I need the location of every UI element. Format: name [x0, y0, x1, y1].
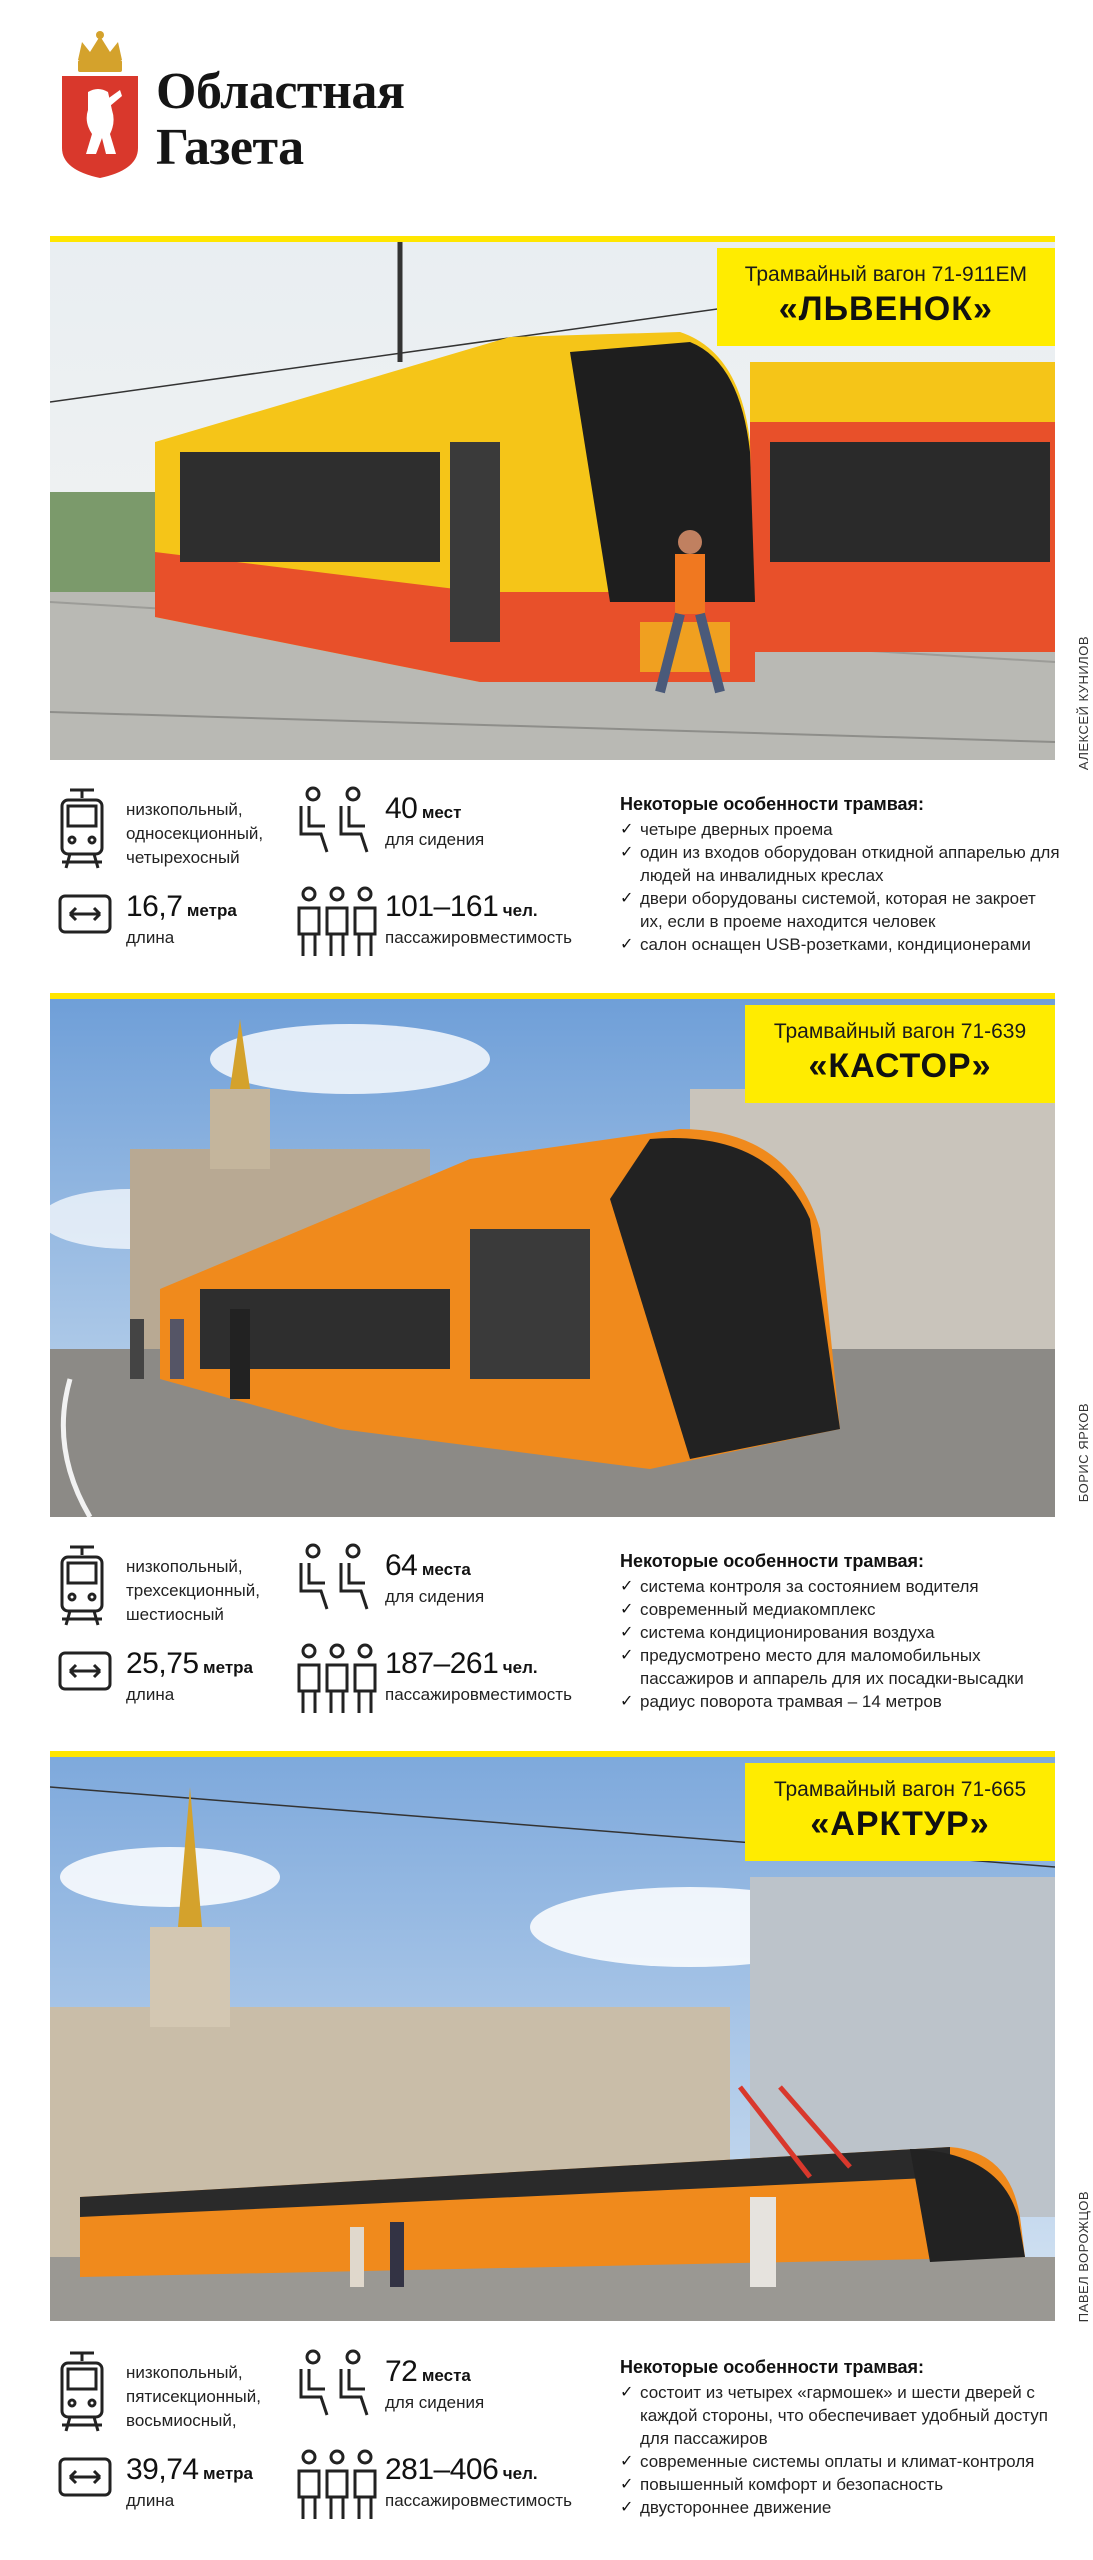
seats-label: для сидения	[385, 1587, 485, 1606]
type-line: пятисекционный,	[126, 2387, 261, 2406]
feature-item: ✓ салон оснащен USB-розетками, кондиционерами	[620, 933, 1060, 956]
features-block	[620, 792, 1060, 956]
feature-item: ✓ радиус поворота трамвая – 14 метров	[620, 1690, 1060, 1713]
features-title: Некоторые особенности трамвая:	[620, 794, 925, 814]
length-label: длина	[126, 1685, 175, 1704]
features-block	[620, 2355, 1060, 2519]
tram-title-box	[717, 248, 1055, 346]
features-title: Некоторые особенности трамвая:	[620, 1551, 925, 1571]
tram-icon	[56, 1543, 108, 1629]
length-unit: метра	[186, 901, 237, 920]
length-arrow-icon	[58, 2457, 112, 2497]
capacity-label: пассажировместимость	[385, 928, 572, 947]
feature-item: ✓ двери оборудованы системой, которая не закроет их, если в проеме находится человек	[620, 887, 1060, 933]
type-line: четырехосный	[126, 848, 240, 867]
type-line: трехсекционный,	[126, 1581, 260, 1600]
features-block	[620, 1549, 1060, 1713]
tram-title-box	[745, 1005, 1055, 1103]
tram-section-arktur	[50, 1751, 1091, 2541]
tram-name: «АРКТУР»	[810, 1805, 990, 1843]
feature-item: ✓ современные системы оплаты и климат-контроля	[620, 2450, 1060, 2473]
length-arrow-icon	[58, 1651, 112, 1691]
capacity-label: пассажировместимость	[385, 2491, 572, 2510]
tram-section-kastor	[50, 993, 1091, 1723]
tram-name: «ЛЬВЕНОК»	[778, 290, 993, 328]
feature-item: ✓ повышенный комфорт и безопасность	[620, 2473, 1060, 2496]
tram-model: Трамвайный вагон 71-639	[773, 1020, 1027, 1043]
seats-spec	[385, 794, 484, 851]
length-label: длина	[126, 2491, 175, 2510]
tram-type	[126, 2361, 261, 2433]
tram-icon	[56, 2349, 108, 2435]
photo-credit: ПАВЕЛ ВОРОЖЦОВ	[1076, 2191, 1091, 2323]
masthead	[58, 30, 658, 180]
features-list	[620, 2381, 1060, 2519]
feature-item: ✓ один из входов оборудован откидной аппарелью для людей на инвалидных креслах	[620, 841, 1060, 887]
seats-value: 72	[385, 2355, 418, 2388]
seat-icon	[295, 2349, 379, 2419]
capacity-spec	[385, 2455, 572, 2512]
tram-photo	[50, 1751, 1055, 2321]
feature-item: ✓ система кондиционирования воздуха	[620, 1621, 1060, 1644]
features-title: Некоторые особенности трамвая:	[620, 2357, 925, 2377]
logo-line-1: Областная	[156, 63, 405, 120]
seats-value: 40	[385, 792, 418, 825]
capacity-value: 101–161	[385, 890, 499, 923]
passengers-icon	[295, 1643, 379, 1717]
seat-icon	[295, 786, 379, 856]
length-arrow-icon	[58, 894, 112, 934]
tram-type	[126, 798, 263, 870]
type-line: односекционный,	[126, 824, 264, 843]
length-spec	[126, 892, 237, 949]
type-line: восьмиосный,	[126, 2411, 237, 2430]
capacity-unit: чел.	[502, 901, 538, 920]
tram-specs	[50, 776, 1060, 976]
feature-item: ✓ четыре дверных проема	[620, 818, 1060, 841]
feature-item: ✓ предусмотрено место для маломобильных пассажиров и аппарель для их посадки-высадки	[620, 1644, 1060, 1690]
capacity-spec	[385, 1649, 572, 1706]
length-value: 16,7	[126, 890, 183, 923]
feature-item: ✓ система контроля за состоянием водителя	[620, 1575, 1060, 1598]
feature-item: ✓ состоит из четырех «гармошек» и шести дверей с каждой стороны, что обеспечивает удобный доступ для пассажиров	[620, 2381, 1060, 2450]
photo-credit: БОРИС ЯРКОВ	[1076, 1403, 1091, 1503]
features-list	[620, 1575, 1060, 1713]
length-label: длина	[126, 928, 175, 947]
capacity-label: пассажировместимость	[385, 1685, 572, 1704]
length-value: 25,75	[126, 1647, 199, 1680]
capacity-value: 281–406	[385, 2453, 499, 2486]
seats-label: для сидения	[385, 830, 485, 849]
photo-credit: АЛЕКСЕЙ КУНИЛОВ	[1076, 636, 1091, 771]
seats-spec	[385, 2357, 484, 2414]
type-line: низкопольный,	[126, 2363, 243, 2382]
length-unit: метра	[203, 2464, 254, 2483]
feature-item: ✓ современный медиакомплекс	[620, 1598, 1060, 1621]
tram-title-box	[745, 1763, 1055, 1861]
seat-icon	[295, 1543, 379, 1613]
tram-icon	[56, 786, 108, 872]
type-line: низкопольный,	[126, 1557, 243, 1576]
passengers-icon	[295, 886, 379, 960]
feature-item: ✓ двустороннее движение	[620, 2496, 1060, 2519]
features-list	[620, 818, 1060, 956]
length-unit: метра	[203, 1658, 254, 1677]
tram-specs	[50, 2339, 1055, 2539]
seats-value: 64	[385, 1549, 418, 1582]
capacity-value: 187–261	[385, 1647, 499, 1680]
tram-photo	[50, 236, 1055, 760]
type-line: низкопольный,	[126, 800, 243, 819]
coat-of-arms-icon	[58, 30, 142, 180]
tram-model: Трамвайный вагон 71-911ЕМ	[744, 263, 1027, 286]
seats-label: для сидения	[385, 2393, 485, 2412]
type-line: шестиосный	[126, 1605, 224, 1624]
capacity-spec	[385, 892, 572, 949]
tram-photo	[50, 993, 1055, 1517]
length-spec	[126, 2455, 253, 2512]
logo-line-2: Газета	[156, 119, 304, 176]
capacity-unit: чел.	[502, 2464, 538, 2483]
newspaper-title	[156, 64, 405, 176]
tram-type	[126, 1555, 260, 1627]
passengers-icon	[295, 2449, 379, 2523]
tram-specs	[50, 1533, 1055, 1733]
seats-spec	[385, 1551, 484, 1608]
length-value: 39,74	[126, 2453, 199, 2486]
tram-section-lvenok	[50, 236, 1091, 976]
seats-unit: мест	[421, 803, 462, 822]
seats-unit: места	[421, 1560, 471, 1579]
length-spec	[126, 1649, 253, 1706]
capacity-unit: чел.	[502, 1658, 538, 1677]
tram-name: «КАСТОР»	[808, 1047, 992, 1085]
seats-unit: места	[421, 2366, 471, 2385]
tram-model: Трамвайный вагон 71-665	[773, 1778, 1027, 1801]
